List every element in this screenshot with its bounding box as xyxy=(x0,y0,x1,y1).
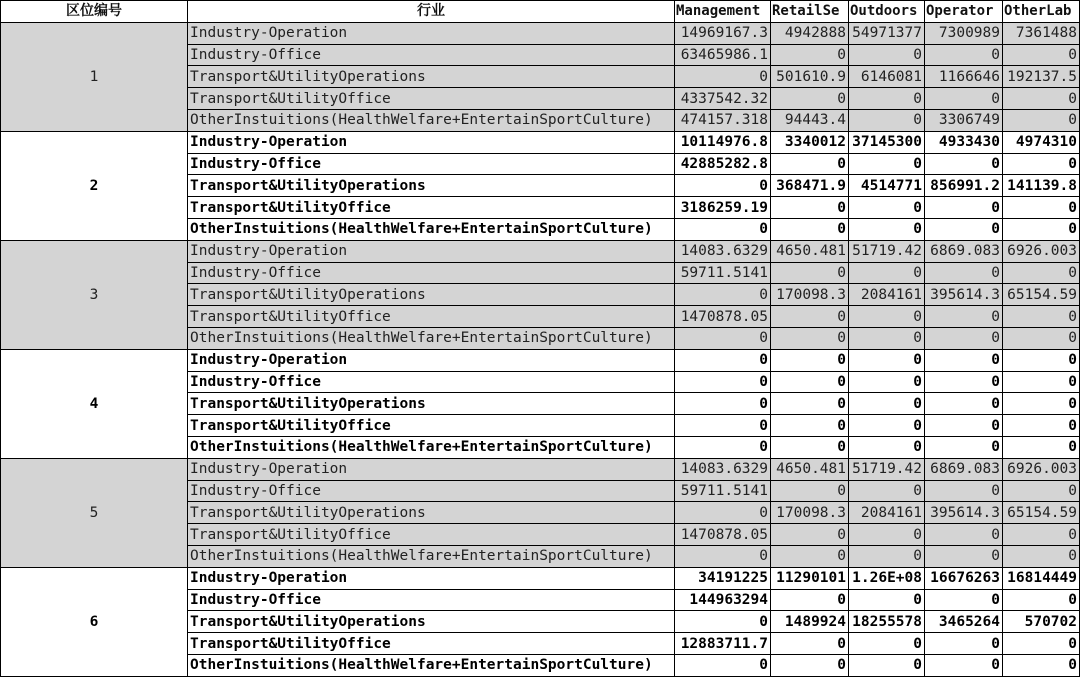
industry-cell[interactable]: Transport&UtilityOffice xyxy=(188,524,675,546)
industry-cell[interactable]: Transport&UtilityOffice xyxy=(188,197,675,219)
value-cell[interactable]: 4514771 xyxy=(849,175,925,197)
table-body xyxy=(1,22,1080,676)
value-cell[interactable]: 3186259.19 xyxy=(675,197,771,219)
value-cell[interactable]: 6146081 xyxy=(849,66,925,88)
value-cell[interactable]: 4337542.32 xyxy=(675,88,771,110)
industry-cell[interactable]: OtherInstuitions(HealthWelfare+EntertainSportCulture) xyxy=(188,109,675,131)
value-cell[interactable]: 0 xyxy=(925,480,1003,502)
industry-cell[interactable]: Transport&UtilityOffice xyxy=(188,633,675,655)
industry-cell[interactable]: Transport&UtilityOperations xyxy=(188,502,675,524)
value-cell[interactable]: 501610.9 xyxy=(771,66,849,88)
industry-cell[interactable]: Industry-Office xyxy=(188,371,675,393)
value-cell[interactable]: 0 xyxy=(771,262,849,284)
value-cell[interactable]: 0 xyxy=(925,218,1003,240)
value-cell[interactable]: 0 xyxy=(849,197,925,219)
value-cell[interactable]: 12883711.7 xyxy=(675,633,771,655)
value-cell[interactable]: 0 xyxy=(771,654,849,676)
value-cell[interactable]: 10114976.8 xyxy=(675,131,771,153)
value-cell[interactable]: 0 xyxy=(771,633,849,655)
industry-cell[interactable]: OtherInstuitions(HealthWelfare+EntertainSportCulture) xyxy=(188,654,675,676)
value-cell[interactable]: 3465264 xyxy=(925,611,1003,633)
header-otherlab[interactable]: OtherLab xyxy=(1003,1,1080,23)
zone-cell[interactable]: 4 xyxy=(1,349,188,458)
header-retail[interactable]: RetailSe xyxy=(771,1,849,23)
value-cell[interactable]: 0 xyxy=(849,415,925,437)
table-row xyxy=(1,22,1080,44)
industry-cell[interactable]: Industry-Operation xyxy=(188,22,675,44)
value-cell[interactable]: 94443.4 xyxy=(771,109,849,131)
value-cell[interactable]: 0 xyxy=(849,524,925,546)
value-cell[interactable]: 0 xyxy=(925,415,1003,437)
value-cell[interactable]: 0 xyxy=(771,393,849,415)
value-cell[interactable]: 856991.2 xyxy=(925,175,1003,197)
value-cell[interactable]: 0 xyxy=(1003,393,1080,415)
industry-cell[interactable]: Industry-Office xyxy=(188,153,675,175)
value-cell[interactable]: 0 xyxy=(675,349,771,371)
value-cell[interactable]: 0 xyxy=(1003,589,1080,611)
value-cell[interactable]: 65154.59 xyxy=(1003,502,1080,524)
value-cell[interactable]: 0 xyxy=(1003,436,1080,458)
header-outdoors[interactable]: Outdoors xyxy=(849,1,925,23)
value-cell[interactable]: 0 xyxy=(675,371,771,393)
value-cell[interactable]: 0 xyxy=(675,218,771,240)
value-cell[interactable]: 0 xyxy=(675,545,771,567)
industry-cell[interactable]: Industry-Operation xyxy=(188,240,675,262)
value-cell[interactable]: 7300989 xyxy=(925,22,1003,44)
value-cell[interactable]: 0 xyxy=(771,349,849,371)
value-cell[interactable]: 0 xyxy=(771,88,849,110)
value-cell[interactable]: 570702 xyxy=(1003,611,1080,633)
industry-cell[interactable]: Transport&UtilityOperations xyxy=(188,284,675,306)
value-cell[interactable]: 0 xyxy=(849,349,925,371)
value-cell[interactable]: 0 xyxy=(1003,633,1080,655)
industry-cell[interactable]: Transport&UtilityOffice xyxy=(188,306,675,328)
value-cell[interactable]: 1470878.05 xyxy=(675,524,771,546)
value-cell[interactable]: 0 xyxy=(1003,109,1080,131)
value-cell[interactable]: 0 xyxy=(1003,44,1080,66)
value-cell[interactable]: 42885282.8 xyxy=(675,153,771,175)
value-cell[interactable]: 1489924 xyxy=(771,611,849,633)
value-cell[interactable]: 0 xyxy=(771,306,849,328)
value-cell[interactable]: 6869.083 xyxy=(925,240,1003,262)
value-cell[interactable]: 0 xyxy=(1003,349,1080,371)
value-cell[interactable]: 0 xyxy=(925,88,1003,110)
industry-cell[interactable]: Transport&UtilityOperations xyxy=(188,611,675,633)
value-cell[interactable]: 170098.3 xyxy=(771,284,849,306)
header-operator[interactable]: Operator xyxy=(925,1,1003,23)
value-cell[interactable]: 0 xyxy=(925,545,1003,567)
value-cell[interactable]: 0 xyxy=(675,502,771,524)
value-cell[interactable]: 0 xyxy=(849,480,925,502)
value-cell[interactable]: 63465986.1 xyxy=(675,44,771,66)
industry-cell[interactable]: OtherInstuitions(HealthWelfare+EntertainSportCulture) xyxy=(188,436,675,458)
value-cell[interactable]: 3306749 xyxy=(925,109,1003,131)
value-cell[interactable]: 4942888 xyxy=(771,22,849,44)
value-cell[interactable]: 0 xyxy=(771,218,849,240)
value-cell[interactable]: 0 xyxy=(925,327,1003,349)
header-management[interactable]: Management xyxy=(675,1,771,23)
value-cell[interactable]: 6926.003 xyxy=(1003,240,1080,262)
value-cell[interactable]: 0 xyxy=(925,393,1003,415)
value-cell[interactable]: 4650.481 xyxy=(771,458,849,480)
value-cell[interactable]: 0 xyxy=(675,654,771,676)
value-cell[interactable]: 4974310 xyxy=(1003,131,1080,153)
value-cell[interactable]: 0 xyxy=(925,153,1003,175)
value-cell[interactable]: 1.26E+08 xyxy=(849,567,925,589)
value-cell[interactable]: 474157.318 xyxy=(675,109,771,131)
value-cell[interactable]: 0 xyxy=(771,436,849,458)
value-cell[interactable]: 34191225 xyxy=(675,567,771,589)
value-cell[interactable]: 0 xyxy=(925,44,1003,66)
value-cell[interactable]: 368471.9 xyxy=(771,175,849,197)
table-row xyxy=(1,458,1080,480)
value-cell[interactable]: 0 xyxy=(849,633,925,655)
value-cell[interactable]: 0 xyxy=(771,371,849,393)
value-cell[interactable]: 37145300 xyxy=(849,131,925,153)
value-cell[interactable]: 0 xyxy=(925,197,1003,219)
value-cell[interactable]: 59711.5141 xyxy=(675,480,771,502)
value-cell[interactable]: 0 xyxy=(1003,371,1080,393)
industry-cell[interactable]: Industry-Office xyxy=(188,262,675,284)
table-row xyxy=(1,131,1080,153)
industry-cell[interactable]: Industry-Operation xyxy=(188,349,675,371)
value-cell[interactable]: 0 xyxy=(849,589,925,611)
value-cell[interactable]: 14083.6329 xyxy=(675,458,771,480)
value-cell[interactable]: 11290101 xyxy=(771,567,849,589)
header-industry[interactable]: 行业 xyxy=(188,1,675,23)
value-cell[interactable]: 14083.6329 xyxy=(675,240,771,262)
value-cell[interactable]: 0 xyxy=(771,589,849,611)
industry-cell[interactable]: Transport&UtilityOperations xyxy=(188,66,675,88)
value-cell[interactable]: 170098.3 xyxy=(771,502,849,524)
value-cell[interactable]: 0 xyxy=(675,175,771,197)
value-cell[interactable]: 0 xyxy=(675,284,771,306)
table-row xyxy=(1,240,1080,262)
value-cell[interactable]: 0 xyxy=(925,371,1003,393)
value-cell[interactable]: 0 xyxy=(771,415,849,437)
value-cell[interactable]: 0 xyxy=(1003,327,1080,349)
value-cell[interactable]: 0 xyxy=(1003,524,1080,546)
industry-cell[interactable]: Industry-Operation xyxy=(188,131,675,153)
zone-cell[interactable]: 5 xyxy=(1,458,188,567)
value-cell[interactable]: 51719.42 xyxy=(849,240,925,262)
value-cell[interactable]: 1166646 xyxy=(925,66,1003,88)
value-cell[interactable]: 0 xyxy=(849,654,925,676)
value-cell[interactable]: 0 xyxy=(849,218,925,240)
industry-cell[interactable]: OtherInstuitions(HealthWelfare+EntertainSportCulture) xyxy=(188,327,675,349)
value-cell[interactable]: 0 xyxy=(771,153,849,175)
value-cell[interactable]: 0 xyxy=(771,480,849,502)
value-cell[interactable]: 0 xyxy=(849,327,925,349)
value-cell[interactable]: 0 xyxy=(675,611,771,633)
value-cell[interactable]: 0 xyxy=(675,66,771,88)
value-cell[interactable]: 6926.003 xyxy=(1003,458,1080,480)
industry-cell[interactable]: Industry-Office xyxy=(188,44,675,66)
industry-cell[interactable]: Industry-Office xyxy=(188,480,675,502)
value-cell[interactable]: 0 xyxy=(675,327,771,349)
industry-cell[interactable]: Transport&UtilityOperations xyxy=(188,393,675,415)
value-cell[interactable]: 0 xyxy=(925,306,1003,328)
value-cell[interactable]: 0 xyxy=(771,545,849,567)
value-cell[interactable]: 0 xyxy=(771,44,849,66)
value-cell[interactable]: 395614.3 xyxy=(925,284,1003,306)
industry-cell[interactable]: Industry-Operation xyxy=(188,458,675,480)
value-cell[interactable]: 0 xyxy=(1003,153,1080,175)
value-cell[interactable]: 141139.8 xyxy=(1003,175,1080,197)
value-cell[interactable]: 0 xyxy=(925,633,1003,655)
value-cell[interactable]: 0 xyxy=(1003,306,1080,328)
value-cell[interactable]: 0 xyxy=(771,524,849,546)
value-cell[interactable]: 0 xyxy=(925,589,1003,611)
value-cell[interactable]: 16814449 xyxy=(1003,567,1080,589)
value-cell[interactable]: 14969167.3 xyxy=(675,22,771,44)
value-cell[interactable]: 0 xyxy=(675,436,771,458)
value-cell[interactable]: 16676263 xyxy=(925,567,1003,589)
industry-cell[interactable]: OtherInstuitions(HealthWelfare+EntertainSportCulture) xyxy=(188,218,675,240)
value-cell[interactable]: 7361488 xyxy=(1003,22,1080,44)
value-cell[interactable]: 1470878.05 xyxy=(675,306,771,328)
value-cell[interactable]: 2084161 xyxy=(849,502,925,524)
value-cell[interactable]: 144963294 xyxy=(675,589,771,611)
header-zone[interactable]: 区位编号 xyxy=(1,1,188,23)
value-cell[interactable]: 0 xyxy=(925,262,1003,284)
header-row xyxy=(1,1,1080,23)
value-cell[interactable]: 0 xyxy=(1003,415,1080,437)
industry-cell[interactable]: Transport&UtilityOffice xyxy=(188,415,675,437)
value-cell[interactable]: 0 xyxy=(1003,218,1080,240)
value-cell[interactable]: 51719.42 xyxy=(849,458,925,480)
value-cell[interactable]: 0 xyxy=(849,262,925,284)
industry-cell[interactable]: Industry-Operation xyxy=(188,567,675,589)
zone-cell[interactable]: 3 xyxy=(1,240,188,349)
industry-cell[interactable]: OtherInstuitions(HealthWelfare+EntertainSportCulture) xyxy=(188,545,675,567)
zone-cell[interactable]: 1 xyxy=(1,22,188,131)
value-cell[interactable]: 3340012 xyxy=(771,131,849,153)
value-cell[interactable]: 0 xyxy=(849,88,925,110)
value-cell[interactable]: 0 xyxy=(925,436,1003,458)
value-cell[interactable]: 0 xyxy=(849,109,925,131)
value-cell[interactable]: 0 xyxy=(849,545,925,567)
value-cell[interactable]: 0 xyxy=(1003,654,1080,676)
value-cell[interactable]: 0 xyxy=(925,654,1003,676)
table-row xyxy=(1,567,1080,589)
value-cell[interactable]: 0 xyxy=(849,393,925,415)
value-cell[interactable]: 0 xyxy=(925,524,1003,546)
value-cell[interactable]: 4650.481 xyxy=(771,240,849,262)
value-cell[interactable]: 59711.5141 xyxy=(675,262,771,284)
value-cell[interactable]: 0 xyxy=(675,393,771,415)
value-cell[interactable]: 4933430 xyxy=(925,131,1003,153)
value-cell[interactable]: 192137.5 xyxy=(1003,66,1080,88)
industry-cell[interactable]: Transport&UtilityOperations xyxy=(188,175,675,197)
value-cell[interactable]: 0 xyxy=(849,371,925,393)
value-cell[interactable]: 395614.3 xyxy=(925,502,1003,524)
table-row xyxy=(1,349,1080,371)
value-cell[interactable]: 0 xyxy=(849,306,925,328)
value-cell[interactable]: 0 xyxy=(1003,88,1080,110)
value-cell[interactable]: 0 xyxy=(771,197,849,219)
value-cell[interactable]: 0 xyxy=(1003,545,1080,567)
value-cell[interactable]: 0 xyxy=(849,44,925,66)
value-cell[interactable]: 2084161 xyxy=(849,284,925,306)
value-cell[interactable]: 0 xyxy=(849,153,925,175)
industry-cell[interactable]: Transport&UtilityOffice xyxy=(188,88,675,110)
value-cell[interactable]: 0 xyxy=(1003,197,1080,219)
value-cell[interactable]: 0 xyxy=(1003,262,1080,284)
industry-cell[interactable]: Industry-Office xyxy=(188,589,675,611)
value-cell[interactable]: 6869.083 xyxy=(925,458,1003,480)
value-cell[interactable]: 0 xyxy=(1003,480,1080,502)
value-cell[interactable]: 65154.59 xyxy=(1003,284,1080,306)
value-cell[interactable]: 54971377 xyxy=(849,22,925,44)
value-cell[interactable]: 0 xyxy=(849,436,925,458)
value-cell[interactable]: 0 xyxy=(771,327,849,349)
value-cell[interactable]: 18255578 xyxy=(849,611,925,633)
zone-cell[interactable]: 6 xyxy=(1,567,188,676)
value-cell[interactable]: 0 xyxy=(925,349,1003,371)
value-cell[interactable]: 0 xyxy=(675,415,771,437)
zone-cell[interactable]: 2 xyxy=(1,131,188,240)
